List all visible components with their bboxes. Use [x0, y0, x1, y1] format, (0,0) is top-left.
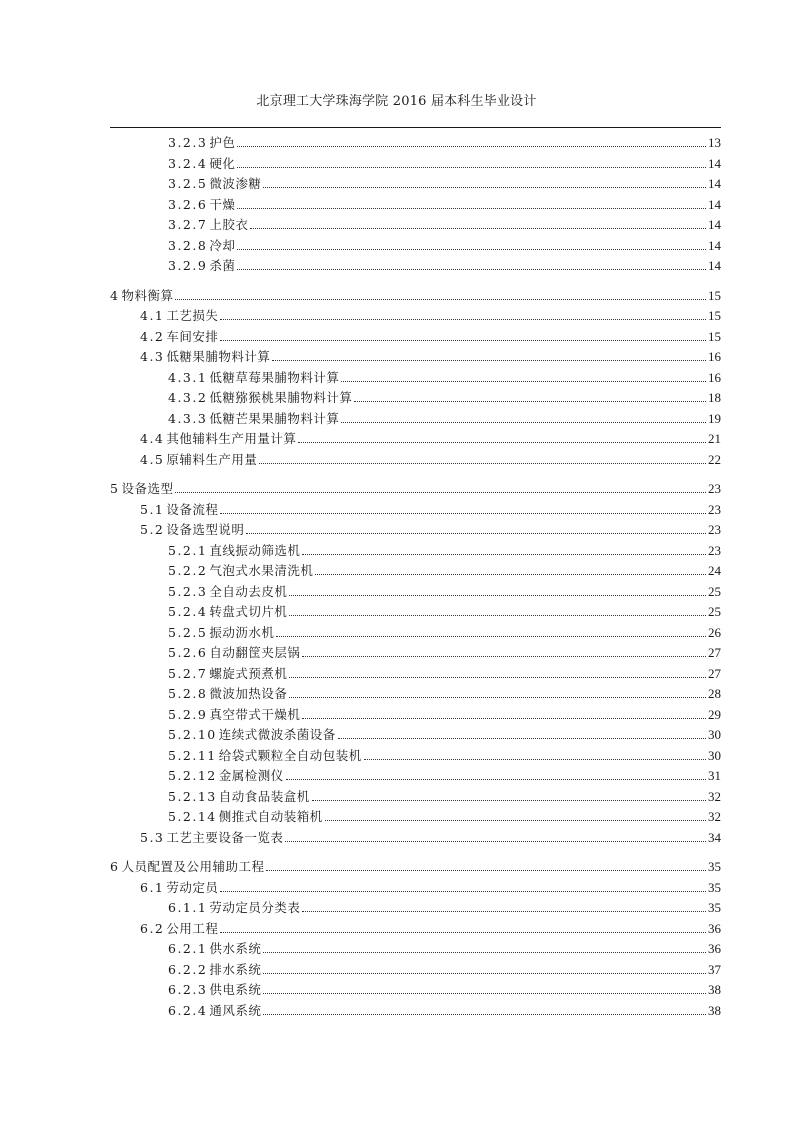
toc-entry[interactable]	[168, 233, 721, 253]
toc-entry[interactable]	[110, 476, 721, 496]
toc-entry-title: 低糖芒果果脯物料计算	[209, 410, 340, 426]
toc-entry-title: 自动翻筐夹层锅	[209, 645, 301, 660]
toc-entry-page: 35	[708, 879, 721, 895]
toc-entry-title: 设备选型说明	[166, 522, 245, 537]
toc-entry-page: 38	[708, 1002, 721, 1018]
toc-entry-number: 6.1	[140, 879, 165, 895]
toc-entry-page: 14	[708, 155, 721, 171]
toc-entry-title: 人员配置及公用辅助工程	[121, 859, 265, 874]
toc-entry-page: 16	[708, 349, 721, 364]
toc-entry-number: 5.2.10	[168, 727, 217, 742]
toc-entry-page: 34	[708, 829, 721, 845]
toc-entry-page: 19	[708, 410, 721, 426]
toc-entry[interactable]	[140, 426, 721, 446]
toc-dot-leader	[364, 758, 706, 760]
toc-entry-title: 气泡式水果清洗机	[209, 563, 314, 578]
toc-dot-leader	[289, 676, 706, 678]
toc-entry[interactable]	[168, 406, 721, 426]
toc-entry-number: 6.2	[140, 920, 165, 936]
toc-dot-leader	[220, 890, 706, 892]
toc-entry-title: 连续式微波杀菌设备	[218, 727, 336, 742]
toc-entry[interactable]	[168, 681, 721, 701]
toc-dot-leader	[220, 512, 706, 514]
toc-entry-number: 4	[110, 287, 120, 303]
toc-entry-number: 3.2.8	[168, 237, 208, 253]
toc-entry-page: 36	[708, 941, 721, 956]
toc-dot-leader	[289, 696, 706, 698]
toc-entry[interactable]	[140, 497, 721, 517]
toc-entry-number: 4.3	[140, 349, 165, 364]
toc-dot-leader	[237, 145, 706, 147]
toc-dot-leader	[263, 972, 706, 974]
toc-entry-title: 低糖猕猴桃果脯物料计算	[209, 390, 353, 405]
toc-dot-leader	[237, 166, 706, 168]
toc-entry-page: 23	[708, 501, 721, 517]
header-rule	[110, 127, 721, 128]
toc-entry[interactable]	[168, 538, 721, 558]
toc-entry[interactable]	[168, 130, 721, 150]
toc-dot-leader	[289, 594, 706, 596]
toc-entry[interactable]	[168, 998, 721, 1018]
toc-dot-leader	[286, 778, 706, 780]
toc-dot-leader	[325, 819, 706, 821]
toc-dot-leader	[266, 869, 706, 871]
toc-entry-page: 15	[708, 328, 721, 344]
toc-entry-number: 5.1	[140, 501, 165, 517]
toc-entry-title: 硬化	[209, 155, 236, 171]
toc-entry-title: 低糖果脯物料计算	[166, 349, 271, 364]
toc-entry-page: 23	[708, 522, 721, 537]
toc-entry-number: 3.2.4	[168, 155, 208, 171]
toc-entry-title: 物料衡算	[121, 287, 174, 303]
toc-entry-page: 22	[708, 451, 721, 467]
toc-entry-number: 3.2.9	[168, 258, 208, 273]
toc-dot-leader	[338, 737, 706, 739]
toc-dot-leader	[259, 462, 706, 464]
toc-dot-leader	[220, 318, 706, 320]
toc-entry-page: 16	[708, 369, 721, 385]
toc-entry[interactable]	[168, 620, 721, 640]
toc-entry-page: 23	[708, 481, 721, 496]
toc-entry-number: 5.2.2	[168, 563, 208, 578]
toc-entry-title: 直线振动筛选机	[209, 542, 301, 558]
toc-entry-number: 6.2.1	[168, 941, 208, 956]
toc-entry-title: 真空带式干燥机	[209, 706, 301, 722]
toc-entry-title: 设备选型	[121, 481, 174, 496]
toc-entry-page: 30	[708, 747, 721, 763]
toc-entry-page: 21	[708, 431, 721, 446]
toc-dot-leader	[341, 380, 706, 382]
toc-entry-number: 5.2.5	[168, 624, 208, 640]
toc-entry-page: 31	[708, 768, 721, 783]
toc-entry-title: 工艺主要设备一览表	[166, 829, 284, 845]
toc-entry-number: 5.2.4	[168, 604, 208, 619]
toc-dot-leader	[289, 614, 706, 616]
toc-entry-number: 3.2.7	[168, 217, 208, 232]
toc-entry-page: 35	[708, 900, 721, 915]
toc-entry-number: 5.2.3	[168, 583, 208, 599]
toc-dot-leader	[237, 268, 706, 270]
toc-entry-number: 5.2.1	[168, 542, 208, 558]
toc-entry-page: 26	[708, 624, 721, 640]
toc-entry-page: 14	[708, 258, 721, 273]
toc-dot-leader	[272, 359, 706, 361]
toc-entry-number: 6.2.2	[168, 961, 208, 977]
toc-entry-page: 15	[708, 287, 721, 303]
toc-dot-leader	[341, 421, 706, 423]
toc-entry[interactable]	[168, 977, 721, 997]
toc-entry-title: 原辅料生产用量	[166, 451, 258, 467]
toc-entry-title: 公用工程	[166, 920, 219, 936]
toc-entry-page: 30	[708, 727, 721, 742]
toc-entry-page: 14	[708, 237, 721, 253]
toc-entry[interactable]	[168, 702, 721, 722]
toc-entry-number: 5.2.13	[168, 788, 217, 804]
toc-entry[interactable]	[168, 365, 721, 385]
toc-dot-leader	[302, 910, 706, 912]
toc-entry-title: 劳动定员分类表	[209, 900, 301, 915]
toc-dot-leader	[263, 951, 706, 953]
toc-entry-title: 通风系统	[209, 1002, 262, 1018]
toc-entry[interactable]	[168, 804, 721, 824]
toc-entry[interactable]	[168, 558, 721, 578]
toc-entry[interactable]	[110, 283, 721, 303]
toc-entry-number: 5.2.7	[168, 665, 208, 681]
toc-entry[interactable]	[168, 640, 721, 660]
toc-entry-number: 3.2.5	[168, 176, 208, 191]
toc-entry-title: 护色	[209, 135, 236, 150]
toc-entry-number: 6.1.1	[168, 900, 208, 915]
toc-entry-page: 27	[708, 645, 721, 660]
toc-entry[interactable]	[140, 324, 721, 344]
toc-dot-leader	[298, 441, 706, 443]
toc-entry[interactable]	[168, 743, 721, 763]
toc-entry[interactable]	[168, 385, 721, 405]
toc-entry-page: 38	[708, 982, 721, 997]
toc-entry[interactable]	[168, 151, 721, 171]
toc-entry-number: 4.1	[140, 308, 165, 323]
toc-entry-title: 低糖草莓果脯物料计算	[209, 369, 340, 385]
toc-entry[interactable]	[140, 517, 721, 537]
toc-entry-number: 5.2.12	[168, 768, 217, 783]
toc-entry-number: 5.3	[140, 829, 165, 845]
toc-dot-leader	[312, 799, 706, 801]
toc-entry-page: 15	[708, 308, 721, 323]
toc-dot-leader	[175, 491, 706, 493]
toc-entry-page: 14	[708, 196, 721, 212]
toc-entry-number: 4.3.3	[168, 410, 208, 426]
toc-entry[interactable]	[140, 303, 721, 323]
toc-entry[interactable]	[168, 253, 721, 273]
toc-entry[interactable]	[168, 784, 721, 804]
toc-entry-number: 5.2	[140, 522, 165, 537]
toc-dot-leader	[237, 248, 706, 250]
toc-entry-page: 24	[708, 563, 721, 578]
toc-dot-leader	[315, 573, 706, 575]
page-header: 北京理工大学珠海学院 2016 届本科生毕业设计	[256, 94, 537, 109]
toc-entry[interactable]	[168, 171, 721, 191]
toc-entry-number: 5	[110, 481, 120, 496]
toc-entry[interactable]	[140, 916, 721, 936]
toc-entry-number: 5.2.11	[168, 747, 217, 763]
toc-entry-page: 32	[708, 788, 721, 804]
toc-dot-leader	[302, 717, 706, 719]
toc-entry-page: 28	[708, 686, 721, 701]
toc-entry-title: 微波加热设备	[209, 686, 288, 701]
toc-dot-leader	[250, 227, 706, 229]
toc-entry-title: 转盘式切片机	[209, 604, 288, 619]
toc-dot-leader	[276, 635, 706, 637]
toc-dot-leader	[263, 186, 706, 188]
toc-entry-number: 6.2.4	[168, 1002, 208, 1018]
toc-dot-leader	[263, 992, 706, 994]
toc-entry-title: 排水系统	[209, 961, 262, 977]
toc-dot-leader	[354, 400, 706, 402]
toc-entry-title: 供电系统	[209, 982, 262, 997]
toc-entry-page: 32	[708, 809, 721, 824]
toc-dot-leader	[302, 655, 706, 657]
toc-entry-page: 25	[708, 583, 721, 599]
toc-entry[interactable]	[168, 722, 721, 742]
toc-dot-leader	[263, 1013, 706, 1015]
toc-entry-title: 冷却	[209, 237, 236, 253]
toc-entry-title: 设备流程	[166, 501, 219, 517]
toc-entry[interactable]	[168, 936, 721, 956]
toc-entry-number: 4.3.2	[168, 390, 208, 405]
toc-entry-number: 5.2.9	[168, 706, 208, 722]
toc-entry[interactable]	[140, 875, 721, 895]
toc-entry-page: 18	[708, 390, 721, 405]
toc-entry-number: 5.2.6	[168, 645, 208, 660]
toc-entry-page: 36	[708, 920, 721, 936]
toc-entry-number: 5.2.8	[168, 686, 208, 701]
toc-entry[interactable]	[168, 212, 721, 232]
toc-entry-title: 给袋式颗粒全自动包装机	[218, 747, 362, 763]
toc-entry-title: 上胶衣	[209, 217, 249, 232]
toc-entry[interactable]	[168, 957, 721, 977]
toc-dot-leader	[302, 553, 706, 555]
toc-entry[interactable]	[168, 579, 721, 599]
toc-entry-title: 自动食品装盒机	[218, 788, 310, 804]
toc-entry-title: 劳动定员	[166, 879, 219, 895]
toc-entry-number: 5.2.14	[168, 809, 217, 824]
toc-entry-page: 25	[708, 604, 721, 619]
toc-entry-number: 6.2.3	[168, 982, 208, 997]
toc-entry-page: 35	[708, 859, 721, 874]
toc-entry-title: 全自动去皮机	[209, 583, 288, 599]
toc-entry-page: 13	[708, 135, 721, 150]
toc-entry[interactable]	[168, 763, 721, 783]
toc-entry-number: 4.2	[140, 328, 165, 344]
toc-entry-title: 微波渗糖	[209, 176, 262, 191]
toc-dot-leader	[237, 207, 706, 209]
toc-dot-leader	[175, 298, 706, 300]
toc-entry-title: 干燥	[209, 196, 236, 212]
toc-entry-page: 14	[708, 217, 721, 232]
toc-entry-page: 14	[708, 176, 721, 191]
toc-entry[interactable]	[140, 447, 721, 467]
toc-entry[interactable]	[140, 825, 721, 845]
toc-entry-title: 振动沥水机	[209, 624, 275, 640]
toc-entry[interactable]	[168, 895, 721, 915]
toc-dot-leader	[246, 532, 706, 534]
toc-entry[interactable]	[168, 661, 721, 681]
toc-entry-number: 4.4	[140, 431, 165, 446]
toc-entry-page: 37	[708, 961, 721, 977]
toc-dot-leader	[220, 339, 706, 341]
toc-entry[interactable]	[140, 344, 721, 364]
toc-entry-number: 4.3.1	[168, 369, 208, 385]
toc-entry-number: 3.2.6	[168, 196, 208, 212]
toc-entry-page: 29	[708, 706, 721, 722]
toc-entry-title: 供水系统	[209, 941, 262, 956]
toc-entry[interactable]	[168, 192, 721, 212]
toc-entry-page: 23	[708, 542, 721, 558]
toc-entry[interactable]	[168, 599, 721, 619]
toc-dot-leader	[285, 840, 706, 842]
toc-entry-title: 杀菌	[209, 258, 236, 273]
toc-entry-number: 6	[110, 859, 120, 874]
toc-dot-leader	[220, 931, 706, 933]
toc-entry-title: 其他辅料生产用量计算	[166, 431, 297, 446]
toc-entry-title: 车间安排	[166, 328, 219, 344]
toc-entry-title: 侧推式自动装箱机	[218, 809, 323, 824]
toc-entry[interactable]	[110, 854, 721, 874]
toc-entry-number: 3.2.3	[168, 135, 208, 150]
toc-entry-title: 螺旋式预煮机	[209, 665, 288, 681]
toc-entry-number: 4.5	[140, 451, 165, 467]
toc-entry-title: 工艺损失	[166, 308, 219, 323]
toc-entry-title: 金属检测仪	[218, 768, 284, 783]
toc-entry-page: 27	[708, 665, 721, 681]
